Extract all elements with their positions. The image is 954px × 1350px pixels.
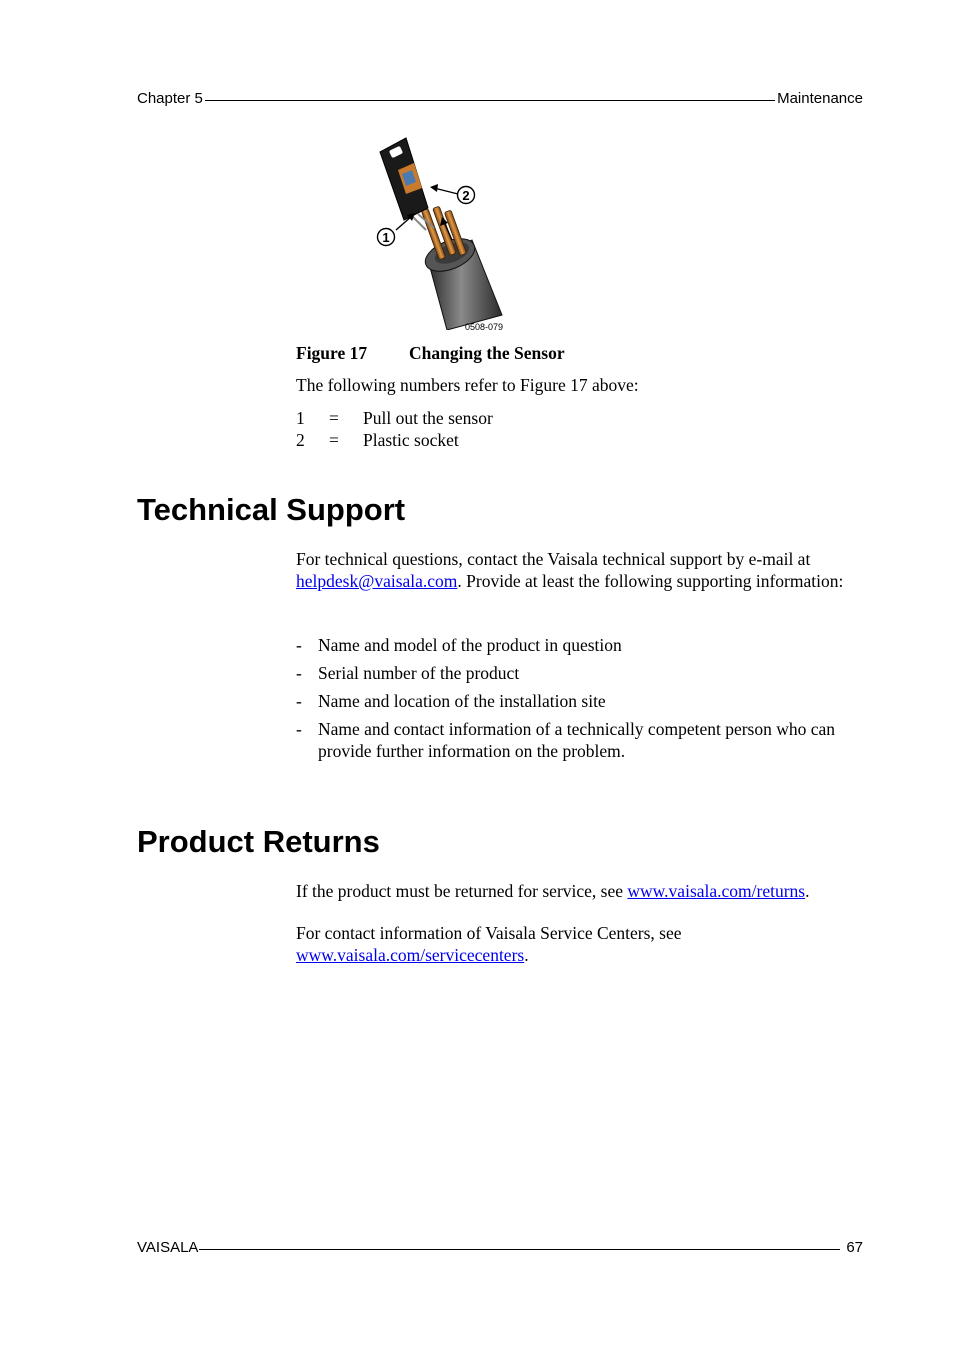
- list-item: - Serial number of the product: [296, 663, 520, 683]
- sensor-illustration: [372, 130, 512, 330]
- list-item: - Name and model of the product in question: [296, 635, 622, 655]
- page-number: 67: [846, 1239, 863, 1256]
- list-item-text: Name and location of the installation site: [318, 691, 606, 711]
- list-item-text: Serial number of the product: [318, 663, 520, 683]
- header-section: Maintenance: [777, 90, 863, 107]
- legend-text: Plastic socket: [363, 430, 459, 450]
- callout-2-label: 2: [462, 188, 470, 203]
- list-item-text: Name and contact information of a technically competent person who can provide further information on the problem.: [318, 719, 836, 761]
- returns-link[interactable]: www.vaisala.com/returns: [627, 881, 806, 901]
- figure-legend: [296, 407, 493, 451]
- service-centers-text-post: .: [524, 945, 529, 965]
- legend-item: [296, 429, 493, 451]
- returns-text-post: .: [805, 881, 810, 901]
- support-text-post: . Provide at least the following supporting information:: [457, 571, 844, 591]
- legend-key: 2: [296, 430, 305, 450]
- legend-eq: =: [329, 430, 339, 450]
- figure-code: 0508-079: [465, 322, 504, 332]
- list-item-text: Name and model of the product in question: [318, 635, 622, 655]
- returns-text-pre: If the product must be returned for service, see: [296, 881, 628, 901]
- figure-caption: [296, 343, 565, 364]
- figure-title: Changing the Sensor: [409, 343, 565, 363]
- technical-support-paragraph: [296, 548, 871, 592]
- header-chapter: Chapter 5: [137, 90, 203, 107]
- footer-brand: VAISALA: [137, 1239, 199, 1256]
- sensor-figure: [372, 130, 512, 330]
- service-centers-paragraph: [296, 922, 871, 966]
- support-info-list: [296, 634, 871, 768]
- legend-item: [296, 407, 493, 429]
- service-centers-text-pre: For contact information of Vaisala Service Centers, see: [296, 923, 682, 943]
- helpdesk-email-link[interactable]: helpdesk@vaisala.com: [296, 571, 458, 591]
- legend-text: Pull out the sensor: [363, 408, 493, 428]
- legend-key: 1: [296, 408, 305, 428]
- list-item: - Name and location of the installation site: [296, 691, 606, 711]
- header-rule: [205, 100, 775, 101]
- legend-eq: =: [329, 408, 339, 428]
- page-footer: [137, 1239, 863, 1256]
- list-item: - Name and contact information of a technically competent person who can provide further information on the problem.: [296, 718, 871, 762]
- figure-number: Figure 17: [296, 343, 368, 363]
- technical-support-heading: Technical Support: [137, 492, 406, 527]
- page-header: [137, 90, 863, 107]
- support-text-pre: For technical questions, contact the Vaisala technical support by e-mail at: [296, 549, 811, 569]
- callout-1-label: 1: [382, 230, 390, 245]
- footer-rule: [199, 1249, 840, 1250]
- intro-paragraph: The following numbers refer to Figure 17 above:: [296, 375, 639, 395]
- product-returns-heading: Product Returns: [137, 824, 380, 859]
- service-centers-link[interactable]: www.vaisala.com/servicecenters: [296, 945, 525, 965]
- returns-paragraph: [296, 880, 871, 902]
